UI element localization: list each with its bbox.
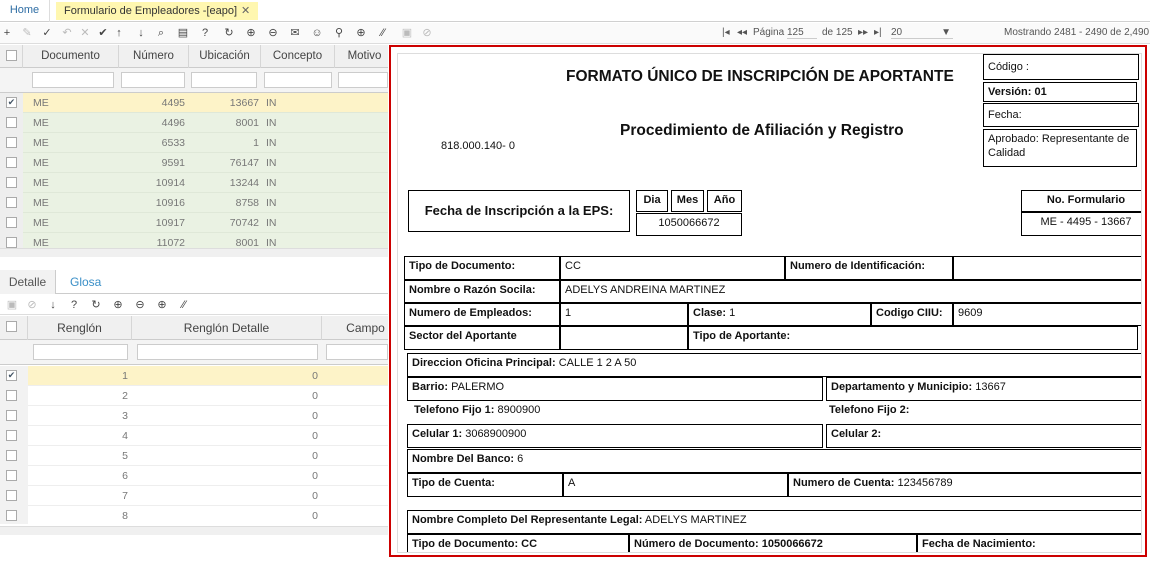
row-checkbox[interactable]: ✔ <box>7 370 16 380</box>
row-checkbox[interactable] <box>6 430 17 441</box>
cell-ubicacion: 76147 <box>229 157 259 169</box>
cell-renglon: 5 <box>122 450 128 462</box>
zoom-in-icon[interactable]: ⊕ <box>246 27 256 39</box>
save-disk-icon[interactable]: ▣ <box>6 299 18 311</box>
cell-documento: ME <box>33 97 49 109</box>
cell-documento: ME <box>33 177 49 189</box>
detail-horizontal-scrollbar[interactable] <box>0 526 388 535</box>
razon-social-label: Nombre o Razón Socila: <box>404 280 560 303</box>
cell-ubicacion: 70742 <box>229 217 259 229</box>
column-renglon[interactable]: Renglón <box>28 316 132 340</box>
tab-glosa[interactable]: Glosa <box>70 275 102 289</box>
cell-renglon-detalle: 0 <box>312 430 318 442</box>
cell-numero: 10916 <box>155 197 185 209</box>
table-row[interactable] <box>0 446 388 466</box>
column-numero[interactable]: Número <box>119 45 189 68</box>
print-icon[interactable]: ▤ <box>177 27 189 39</box>
telefono2-label: Telefono Fijo 2: <box>829 404 910 416</box>
cell-numero: 6533 <box>161 137 185 149</box>
detail-grid-header <box>0 316 388 340</box>
table-row[interactable] <box>0 173 388 193</box>
numero-identificacion-value <box>953 256 1142 280</box>
table-row[interactable] <box>0 193 388 213</box>
cell-renglon: 8 <box>122 510 128 522</box>
cell-renglon-detalle: 0 <box>312 490 318 502</box>
help-icon[interactable]: ? <box>201 27 209 39</box>
row-checkbox[interactable] <box>6 197 17 208</box>
numero-cuenta-label: Numero de Cuenta: <box>793 477 895 489</box>
cell-ubicacion: 13244 <box>229 177 259 189</box>
grid-header <box>0 45 388 68</box>
search-icon[interactable]: ⌕ <box>157 27 165 39</box>
tab-bar <box>0 0 1150 22</box>
departamento-value: 13667 <box>975 381 1006 393</box>
cell-numero: 11072 <box>156 237 185 248</box>
cell-renglon: 2 <box>122 390 128 402</box>
cell-renglon-detalle: 0 <box>312 370 318 382</box>
page-total: de 125 <box>822 27 853 38</box>
banco-value: 6 <box>517 453 524 465</box>
tipo-documento-value: CC <box>560 256 785 280</box>
prev-page-icon[interactable]: ◂◂ <box>737 27 748 38</box>
cell-concepto: IN <box>266 197 277 209</box>
table-row[interactable] <box>0 366 388 386</box>
arrow-up-icon[interactable]: ↑ <box>116 27 122 39</box>
detail-tabs <box>0 270 388 294</box>
filter-renglon-detalle[interactable] <box>137 344 318 360</box>
row-checkbox[interactable]: ✔ <box>7 97 16 107</box>
tab-label: Formulario de Empleadores -[eapo] <box>64 5 238 17</box>
codigo-box: Código : <box>983 54 1139 80</box>
table-row[interactable] <box>0 466 388 486</box>
column-documento[interactable]: Documento <box>23 45 119 68</box>
barrio-label: Barrio: <box>412 381 449 393</box>
row-checkbox[interactable] <box>6 490 17 501</box>
table-row[interactable] <box>0 93 388 113</box>
cell-concepto: IN <box>266 117 277 129</box>
celular1-value: 3068900900 <box>465 428 527 440</box>
direccion-value: CALLE 1 2 A 50 <box>558 357 637 369</box>
representante-field <box>407 510 1142 534</box>
tipo-cuenta-value: A <box>563 473 788 497</box>
fecha-inscripcion-label: Fecha de Inscripción a la EPS: <box>408 190 630 232</box>
table-row[interactable] <box>0 426 388 446</box>
cell-renglon: 6 <box>122 470 128 482</box>
cell-concepto: IN <box>266 237 277 248</box>
cell-concepto: IN <box>266 137 277 149</box>
cell-ubicacion: 8758 <box>235 197 259 209</box>
filter-numero[interactable] <box>121 72 185 88</box>
row-checkbox[interactable] <box>6 470 17 481</box>
table-row[interactable] <box>0 113 388 133</box>
razon-social-value: ADELYS ANDREINA MARTINEZ <box>560 280 1142 303</box>
cell-ubicacion: 1 <box>253 137 259 149</box>
table-row[interactable] <box>0 213 388 233</box>
clase-label: Clase: <box>693 307 727 319</box>
row-checkbox[interactable] <box>6 390 17 401</box>
confirm-icon[interactable]: ✔ <box>98 27 108 39</box>
pin-icon[interactable]: ⚲ <box>334 27 344 39</box>
numero-cuenta-value: 123456789 <box>897 477 953 489</box>
version-box <box>983 82 1137 102</box>
cell-renglon-detalle: 0 <box>312 450 318 462</box>
next-page-icon[interactable]: ▸▸ <box>858 27 869 38</box>
grid-filter-row <box>0 68 388 93</box>
cell-numero: 10914 <box>155 177 185 189</box>
page-size-value: 20 <box>891 27 903 38</box>
resize-icon[interactable]: ⁄⁄ <box>381 27 385 39</box>
no-formulario-label: No. Formulario <box>1021 190 1142 212</box>
codigo-ciiu-value: 9609 <box>953 303 1142 326</box>
column-renglon-detalle[interactable]: Renglón Detalle <box>132 316 322 340</box>
cell-renglon: 1 <box>122 370 128 382</box>
filter-renglon[interactable] <box>33 344 128 360</box>
toolbar <box>0 23 1150 44</box>
column-concepto[interactable]: Concepto <box>261 45 335 68</box>
telefono1-label: Telefono Fijo 1: <box>414 404 495 416</box>
table-row[interactable] <box>0 386 388 406</box>
cell-documento: ME <box>33 137 49 149</box>
numero-cuenta-field <box>788 473 1142 497</box>
refresh-icon[interactable]: ↻ <box>91 299 101 311</box>
cell-documento: ME <box>33 117 49 129</box>
cell-renglon-detalle: 0 <box>312 410 318 422</box>
add-icon[interactable]: + <box>3 27 11 39</box>
cell-renglon: 7 <box>122 490 128 502</box>
departamento-label: Departamento y Municipio: <box>831 381 973 393</box>
comment-icon[interactable]: ✉ <box>290 27 300 39</box>
telefono1-field <box>414 404 540 416</box>
numero-identificacion-label: Numero de Identificación: <box>785 256 953 280</box>
filter-campo[interactable] <box>326 344 388 360</box>
rep-numero-documento: Número de Documento: 1050066672 <box>629 534 917 553</box>
row-checkbox[interactable] <box>6 157 17 168</box>
sector-aportante-label: Sector del Aportante <box>404 326 560 350</box>
filter-documento[interactable] <box>32 72 114 88</box>
undo-icon[interactable]: ↶ <box>62 27 72 39</box>
row-checkbox[interactable] <box>6 450 17 461</box>
cell-concepto: IN <box>266 177 277 189</box>
rep-fecha-nacimiento: Fecha de Nacimiento: <box>917 534 1142 553</box>
cell-renglon: 3 <box>122 410 128 422</box>
sector-aportante-value <box>560 326 688 350</box>
direccion-label: Direccion Oficina Principal: <box>412 357 556 369</box>
barrio-value: PALERMO <box>451 381 505 393</box>
cell-numero: 10917 <box>155 217 185 229</box>
help-icon[interactable]: ? <box>70 299 78 311</box>
page-size-select[interactable] <box>891 27 953 39</box>
dia-label: Dia <box>636 190 668 212</box>
edit-icon[interactable]: ✎ <box>22 27 32 39</box>
circle-plus-icon[interactable]: ⊕ <box>157 299 167 311</box>
table-row[interactable] <box>0 233 388 248</box>
form-title: FORMATO ÚNICO DE INSCRIPCIÓN DE APORTANTE <box>566 68 954 85</box>
representante-label: Nombre Completo Del Representante Legal: <box>412 514 643 526</box>
fecha-value: 1050066672 <box>636 213 742 236</box>
celular1-label: Celular 1: <box>412 428 463 440</box>
direccion-field <box>407 353 1142 377</box>
cell-concepto: IN <box>266 97 277 109</box>
clase-value: 1 <box>729 307 736 319</box>
column-campo[interactable]: Campo <box>322 316 388 340</box>
tipo-aportante-label: Tipo de Aportante: <box>688 326 1138 350</box>
numero-empleados-value: 1 <box>560 303 688 326</box>
form-subtitle: Procedimiento de Afiliación y Registro <box>620 122 904 139</box>
refresh-icon[interactable]: ↻ <box>224 27 234 39</box>
cell-renglon-detalle: 0 <box>312 510 318 522</box>
departamento-field <box>826 377 1142 401</box>
row-checkbox[interactable] <box>6 217 17 228</box>
cell-numero: 4495 <box>161 97 185 109</box>
select-all-checkbox[interactable] <box>0 45 23 68</box>
zoom-out-icon[interactable]: ⊖ <box>268 27 278 39</box>
column-ubicacion[interactable]: Ubicación <box>189 45 261 68</box>
form-preview-panel <box>389 45 1147 557</box>
row-checkbox[interactable] <box>6 410 17 421</box>
banco-label: Nombre Del Banco: <box>412 453 515 465</box>
row-checkbox[interactable] <box>6 117 17 128</box>
mes-label: Mes <box>671 190 704 212</box>
records-grid <box>0 45 388 248</box>
celular1-field <box>407 424 823 448</box>
page-input[interactable]: 125 <box>787 27 817 39</box>
codigo-ciiu-label: Codigo CIIU: <box>871 303 953 326</box>
row-checkbox[interactable] <box>6 510 17 521</box>
tipo-cuenta-label: Tipo de Cuenta: <box>407 473 563 497</box>
grid-horizontal-scrollbar[interactable] <box>0 248 388 257</box>
cell-concepto: IN <box>266 157 277 169</box>
fecha-box: Fecha: <box>983 103 1139 127</box>
page-label: Página <box>753 27 785 38</box>
banco-field <box>407 449 1142 473</box>
tipo-documento-label: Tipo de Documento: <box>404 256 560 280</box>
chevron-down-icon: ▼ <box>941 27 951 38</box>
cell-numero: 4496 <box>161 117 185 129</box>
cell-documento: ME <box>33 237 49 248</box>
arrow-down-icon[interactable]: ↓ <box>50 299 56 311</box>
select-all-checkbox[interactable] <box>0 316 28 340</box>
circle-plus-icon[interactable]: ⊕ <box>356 27 366 39</box>
numero-empleados-label: Numero de Empleados: <box>404 303 560 326</box>
nit: 818.000.140- 0 <box>441 140 516 152</box>
detail-grid <box>0 316 388 524</box>
zoom-in-icon[interactable]: ⊕ <box>113 299 123 311</box>
detail-filter-row <box>0 340 388 365</box>
barrio-field <box>407 377 823 401</box>
row-checkbox[interactable] <box>6 237 17 248</box>
filter-concepto[interactable] <box>264 72 332 88</box>
cell-documento: ME <box>33 217 49 229</box>
save-disk-icon[interactable]: ▣ <box>401 27 413 39</box>
cell-ubicacion: 13667 <box>229 97 259 109</box>
aprobado-box: Aprobado: Representante de Calidad <box>983 129 1137 167</box>
cell-ubicacion: 8001 <box>235 237 259 248</box>
column-motivo[interactable]: Motivo <box>335 45 388 68</box>
close-icon[interactable]: ✕ <box>241 5 251 17</box>
tab-home[interactable]: Home <box>0 0 50 22</box>
anio-label: Año <box>707 190 742 212</box>
resize-icon[interactable]: ⁄⁄ <box>182 299 186 311</box>
zoom-out-icon[interactable]: ⊖ <box>135 299 145 311</box>
cancel-icon[interactable]: ⊘ <box>422 27 432 39</box>
cell-numero: 9591 <box>161 157 185 169</box>
last-page-icon[interactable]: ▸| <box>874 27 882 38</box>
table-row[interactable] <box>0 486 388 506</box>
first-page-icon[interactable]: |◂ <box>722 27 730 38</box>
rep-tipo-documento: Tipo de Documento: CC <box>407 534 629 553</box>
row-checkbox[interactable] <box>6 137 17 148</box>
records-info: Mostrando 2481 - 2490 de 2,490 <box>1004 27 1150 38</box>
filter-motivo[interactable] <box>338 72 388 88</box>
table-row[interactable] <box>0 506 388 524</box>
representante-value: ADELYS MARTINEZ <box>644 514 747 526</box>
version-text: Versión: 01 <box>988 86 1047 98</box>
cell-renglon-detalle: 0 <box>312 470 318 482</box>
filter-ubicacion[interactable] <box>191 72 257 88</box>
user-icon[interactable]: ☺ <box>311 27 323 39</box>
arrow-down-icon[interactable]: ↓ <box>138 27 144 39</box>
tab-formulario-empleadores[interactable] <box>56 2 258 20</box>
cell-renglon-detalle: 0 <box>312 390 318 402</box>
form-document <box>397 53 1142 553</box>
telefono1-value: 8900900 <box>497 404 541 416</box>
delete-icon[interactable]: ✕ <box>80 27 90 39</box>
detail-toolbar <box>0 295 388 315</box>
cell-concepto: IN <box>266 217 277 229</box>
save-icon[interactable]: ✓ <box>42 27 52 39</box>
no-formulario-value: ME - 4495 - 13667 <box>1021 212 1142 236</box>
cell-ubicacion: 8001 <box>235 117 259 129</box>
table-row[interactable] <box>0 133 388 153</box>
cell-documento: ME <box>33 197 49 209</box>
cancel-icon[interactable]: ⊘ <box>27 299 37 311</box>
cell-documento: ME <box>33 157 49 169</box>
table-row[interactable] <box>0 153 388 173</box>
table-row[interactable] <box>0 406 388 426</box>
cell-renglon: 4 <box>122 430 128 442</box>
clase-field <box>688 303 871 326</box>
celular2-label: Celular 2: <box>826 424 1142 448</box>
tab-detalle[interactable]: Detalle <box>0 270 56 294</box>
row-checkbox[interactable] <box>6 177 17 188</box>
